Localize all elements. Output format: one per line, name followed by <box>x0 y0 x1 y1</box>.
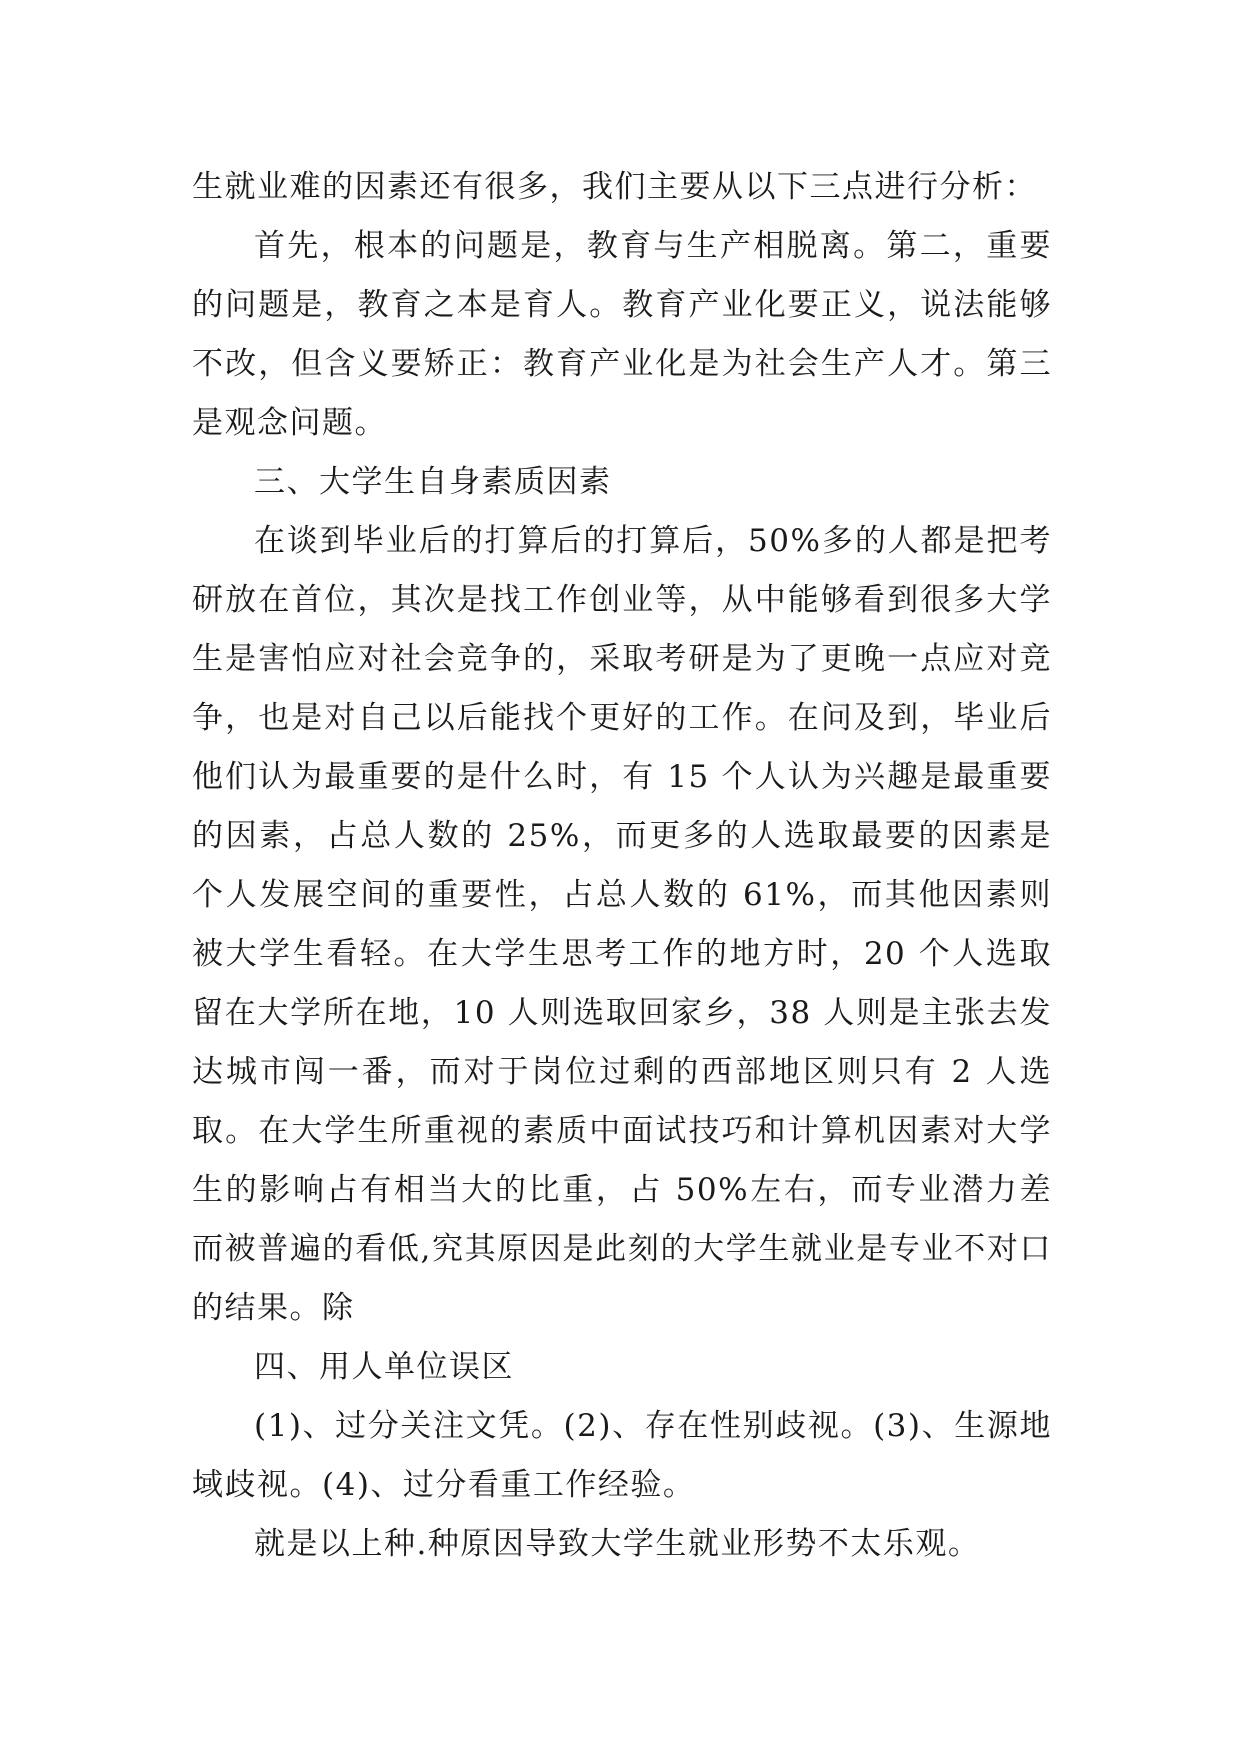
paragraph-continuation: 生就业难的因素还有很多，我们主要从以下三点进行分析： <box>192 169 1037 205</box>
paragraph-root-causes: 首先，根本的问题是，教育与生产相脱离。第二，重要的问题是，教育之本是育人。教育产业化要正义，说法能够不改，但含义要矫正：教育产业化是为社会生产人才。第三是观念问题。 <box>192 228 1052 441</box>
section-heading-4: 四、用人单位误区 <box>254 1349 514 1385</box>
document-body <box>192 158 1052 1574</box>
paragraph-employer-mistakes: (1)、过分关注文凭。(2)、存在性别歧视。(3)、生源地域歧视。(4)、过分看重工作经验。 <box>192 1408 1052 1503</box>
paragraph-conclusion: 就是以上种.种原因导致大学生就业形势不太乐观。 <box>254 1526 981 1562</box>
section-heading-3: 三、大学生自身素质因素 <box>254 464 612 500</box>
paragraph-survey-results: 在谈到毕业后的打算后的打算后，50%多的人都是把考研放在首位，其次是找工作创业等，从中能够看到很多大学生是害怕应对社会竞争的，采取考研是为了更晚一点应对竞争，也是对自己以后能找个更好的工作。在问及到，毕业后他们认为最重要的是什么时，有 15 个人认为兴趣是最重要的因素，占总人数的 25%，而更多的人选取最要的因素是个人发展空间的重要性，占总人数的 61%，而其他因素则被大学生看轻。在大学生思考工作的地方时，20 个人选取留在大学所在地，10 人则选取回家乡，38 人则是主张去发达城市闯一番，而对于岗位过剩的西部地区则只有 2 人选取。在大学生所重视的素质中面试技巧和计算机因素对大学生的影响占有相当大的比重，占 50%左右，而专业潜力差而被普遍的看低,究其原因是此刻的大学生就业是专业不对口的结果。除 <box>192 523 1052 1326</box>
